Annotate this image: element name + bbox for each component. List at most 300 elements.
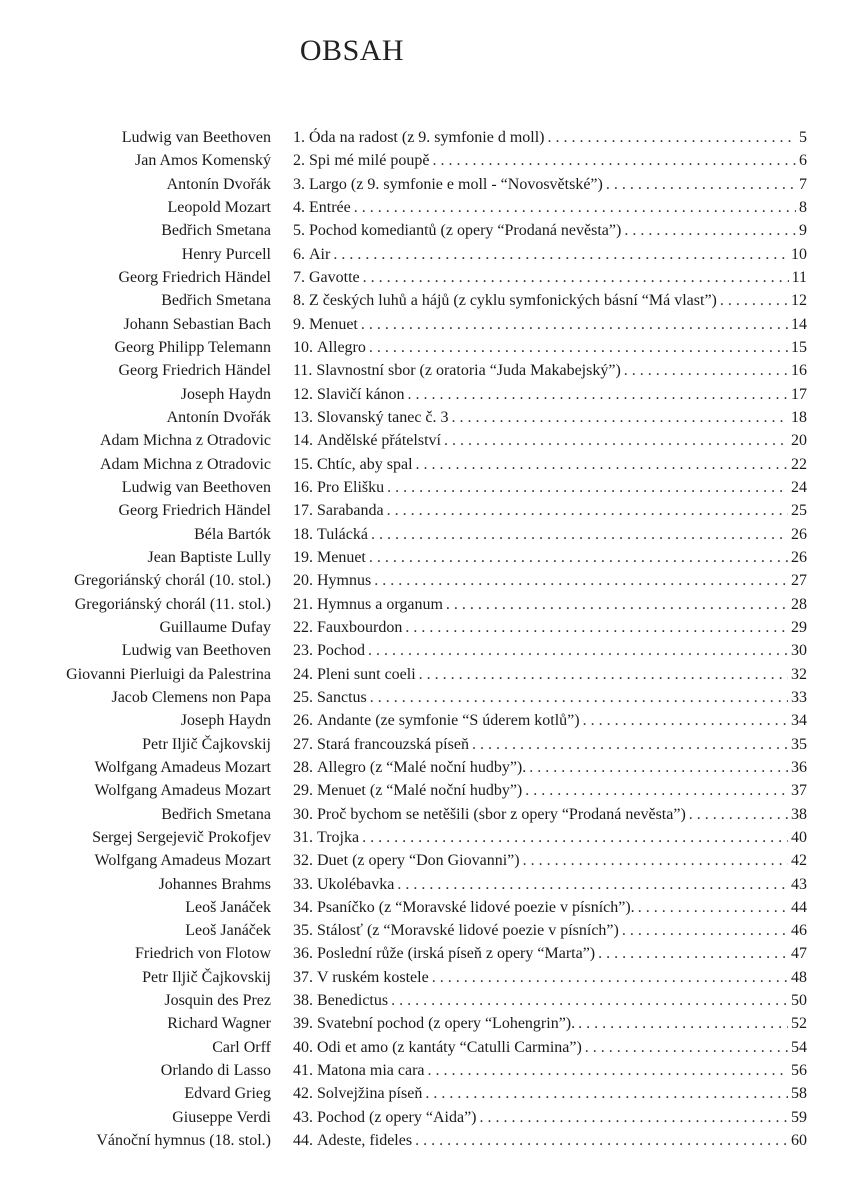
dot-leader	[480, 1106, 789, 1129]
toc-row	[0, 896, 850, 919]
toc-page-number: 48	[791, 968, 807, 986]
toc-entry-title: Psaníčko (z “Moravské lidové poezie v písních”).	[317, 898, 635, 916]
table-of-contents	[0, 126, 850, 1152]
toc-entry	[293, 896, 807, 919]
toc-row	[0, 476, 850, 499]
toc-entry	[293, 919, 807, 942]
dot-leader	[363, 266, 789, 289]
toc-composer: Georg Friedrich Händel	[118, 362, 271, 380]
toc-composer: Edvard Grieg	[184, 1085, 271, 1103]
toc-entry	[293, 149, 807, 172]
toc-page-number: 40	[791, 828, 807, 846]
toc-entry	[293, 173, 807, 196]
toc-entry-number: 1.	[293, 129, 305, 146]
toc-composer: Wolfgang Amadeus Mozart	[94, 758, 271, 776]
toc-page-number: 12	[791, 292, 807, 310]
toc-entry-title: V ruském kostele	[317, 968, 429, 986]
toc-entry-title: Fauxbourdon	[317, 618, 403, 636]
toc-entry	[293, 849, 807, 872]
toc-entry	[293, 569, 807, 592]
toc-entry-number: 9.	[293, 315, 305, 333]
toc-entry-title: Proč bychom se netěšili (sbor z opery “Prodaná nevěsta”)	[317, 805, 686, 823]
toc-composer: Johann Sebastian Bach	[123, 315, 271, 333]
dot-leader	[606, 173, 796, 196]
toc-row	[0, 313, 850, 336]
toc-entry-number: 12.	[293, 385, 313, 403]
toc-page-number: 18	[791, 408, 807, 426]
toc-row	[0, 709, 850, 732]
toc-row	[0, 966, 850, 989]
toc-row	[0, 126, 850, 149]
toc-entry	[293, 989, 807, 1012]
toc-entry-number: 25.	[293, 688, 313, 706]
toc-entry-number: 26.	[293, 712, 313, 730]
toc-entry-number: 37.	[293, 968, 313, 986]
toc-page-number: 38	[791, 805, 807, 823]
dot-leader	[371, 523, 788, 546]
toc-entry	[293, 476, 807, 499]
toc-row	[0, 873, 850, 896]
toc-entry-title: Ukolébavka	[317, 875, 395, 893]
toc-entry-number: 29.	[293, 782, 313, 800]
toc-entry	[293, 942, 807, 965]
toc-entry-title: Óda na radost (z 9. symfonie d moll)	[309, 129, 545, 146]
dot-leader	[578, 1012, 788, 1035]
toc-entry-number: 4.	[293, 198, 305, 216]
toc-row	[0, 616, 850, 639]
toc-entry-title: Pochod (z opery “Aida”)	[317, 1108, 477, 1126]
toc-entry-title: Gavotte	[309, 268, 360, 286]
toc-row	[0, 499, 850, 522]
dot-leader	[624, 219, 796, 242]
toc-row	[0, 336, 850, 359]
toc-entry-title: Solvejžina píseň	[317, 1085, 423, 1103]
toc-composer: Jean Baptiste Lully	[147, 548, 271, 566]
toc-page-number: 8	[799, 198, 807, 216]
toc-entry-title: Slavnostní sbor (z oratoria “Juda Makabejský”)	[316, 362, 621, 380]
dot-leader	[638, 896, 788, 919]
dot-leader	[428, 1059, 789, 1082]
toc-entry	[293, 686, 807, 709]
toc-entry-number: 24.	[293, 665, 313, 683]
dot-leader	[452, 406, 788, 429]
toc-composer: Leopold Mozart	[167, 198, 271, 216]
toc-page-number: 32	[791, 665, 807, 683]
toc-composer: Henry Purcell	[181, 245, 271, 263]
toc-composer: Antonín Dvořák	[166, 175, 271, 193]
toc-entry-number: 19.	[293, 548, 313, 566]
dot-leader	[624, 359, 788, 382]
dot-leader	[529, 756, 788, 779]
toc-entry-number: 22.	[293, 618, 313, 636]
toc-composer: Gregoriánský chorál (10. stol.)	[74, 572, 271, 590]
dot-leader	[598, 942, 788, 965]
dot-leader	[720, 289, 788, 312]
toc-row	[0, 1059, 850, 1082]
toc-row	[0, 453, 850, 476]
toc-composer: Béla Bartók	[194, 525, 271, 543]
toc-entry-title: Pro Elišku	[317, 478, 385, 496]
toc-row	[0, 243, 850, 266]
toc-entry-title: Spi mé milé poupě	[309, 152, 430, 170]
toc-entry-number: 17.	[293, 502, 313, 520]
toc-row	[0, 383, 850, 406]
dot-leader	[444, 429, 788, 452]
toc-page-number: 46	[791, 922, 807, 940]
toc-entry	[293, 873, 807, 896]
dot-leader	[419, 663, 788, 686]
toc-entry-number: 43.	[293, 1108, 313, 1126]
toc-page-number: 29	[791, 618, 807, 636]
toc-page-number: 34	[791, 712, 807, 730]
dot-leader	[391, 989, 788, 1012]
toc-entry-number: 41.	[293, 1062, 313, 1080]
toc-composer: Ludwig van Beethoven	[121, 478, 271, 496]
toc-entry	[293, 593, 807, 616]
toc-entry-title: Benedictus	[317, 992, 389, 1010]
toc-page-number: 58	[791, 1085, 807, 1103]
dot-leader	[689, 803, 788, 826]
toc-entry-number: 11.	[293, 362, 313, 380]
toc-entry-number: 8.	[293, 292, 305, 310]
toc-entry-number: 5.	[293, 222, 305, 240]
toc-entry	[293, 663, 807, 686]
dot-leader	[425, 1082, 788, 1105]
toc-entry-number: 2.	[293, 152, 305, 170]
toc-page-number: 25	[791, 502, 807, 520]
dot-leader	[472, 733, 788, 756]
toc-entry-number: 10.	[293, 338, 313, 356]
toc-row	[0, 849, 850, 872]
toc-entry-title: Allegro	[317, 338, 366, 356]
toc-row	[0, 406, 850, 429]
toc-row	[0, 942, 850, 965]
dot-leader	[387, 499, 788, 522]
toc-entry	[293, 523, 807, 546]
toc-composer: Johannes Brahms	[158, 875, 271, 893]
dot-leader	[370, 686, 788, 709]
toc-row	[0, 919, 850, 942]
toc-entry-title: Andante (ze symfonie “S úderem kotlů”)	[317, 712, 580, 730]
toc-entry-title: Menuet	[317, 548, 366, 566]
toc-composer: Bedřich Smetana	[161, 805, 271, 823]
toc-composer: Giovanni Pierluigi da Palestrina	[66, 665, 271, 683]
dot-leader	[368, 639, 788, 662]
toc-row	[0, 429, 850, 452]
toc-composer: Orlando di Lasso	[160, 1062, 271, 1080]
toc-page-number: 15	[791, 338, 807, 356]
dot-leader	[369, 546, 788, 569]
toc-entry-number: 35.	[293, 922, 313, 940]
toc-entry	[293, 1106, 807, 1129]
toc-composer: Wolfgang Amadeus Mozart	[94, 782, 271, 800]
toc-composer: Giuseppe Verdi	[172, 1108, 271, 1126]
toc-composer: Petr Iljič Čajkovskij	[142, 735, 271, 753]
toc-entry-title: Tulácká	[317, 525, 368, 543]
toc-entry	[293, 733, 807, 756]
toc-entry-title: Andělské přátelství	[317, 432, 441, 450]
toc-composer: Georg Friedrich Händel	[118, 502, 271, 520]
toc-entry-title: Matona mia cara	[317, 1062, 425, 1080]
toc-composer: Friedrich von Flotow	[135, 945, 271, 963]
toc-entry-number: 44.	[293, 1132, 313, 1150]
toc-page-number: 33	[791, 688, 807, 706]
toc-page-number: 54	[791, 1038, 807, 1056]
toc-entry	[293, 616, 807, 639]
toc-entry-title: Hymnus	[317, 572, 372, 590]
toc-entry	[293, 1082, 807, 1105]
dot-leader	[548, 126, 797, 149]
toc-row	[0, 733, 850, 756]
toc-entry	[293, 1129, 807, 1152]
toc-row	[0, 219, 850, 242]
dot-leader	[432, 966, 788, 989]
toc-entry-number: 3.	[293, 175, 305, 193]
toc-entry	[293, 709, 807, 732]
toc-row	[0, 779, 850, 802]
toc-entry-number: 30.	[293, 805, 313, 823]
toc-entry-title: Sanctus	[317, 688, 367, 706]
toc-entry-number: 40.	[293, 1038, 313, 1056]
toc-composer: Petr Iljič Čajkovskij	[142, 968, 271, 986]
toc-entry-title: Pochod komediantů (z opery “Prodaná nevěsta”)	[309, 222, 622, 240]
toc-row	[0, 803, 850, 826]
toc-composer: Leoš Janáček	[185, 898, 271, 916]
toc-entry	[293, 779, 807, 802]
toc-row	[0, 686, 850, 709]
dot-leader	[525, 779, 788, 802]
toc-page-number: 56	[791, 1062, 807, 1080]
toc-entry-number: 33.	[293, 875, 313, 893]
dot-leader	[405, 616, 788, 639]
dot-leader	[354, 196, 796, 219]
toc-entry-number: 16.	[293, 478, 313, 496]
toc-row	[0, 196, 850, 219]
toc-page-number: 30	[791, 642, 807, 660]
toc-page-number: 16	[791, 362, 807, 380]
toc-page-number: 35	[791, 735, 807, 753]
dot-leader	[523, 849, 788, 872]
toc-page-number: 42	[791, 852, 807, 870]
toc-entry-title: Slovanský tanec č. 3	[317, 408, 449, 426]
toc-page-number: 24	[791, 478, 807, 496]
toc-row	[0, 756, 850, 779]
toc-entry-number: 15.	[293, 455, 313, 473]
toc-page-number: 37	[791, 782, 807, 800]
toc-row	[0, 1036, 850, 1059]
dot-leader	[432, 149, 796, 172]
toc-composer: Georg Philipp Telemann	[114, 338, 271, 356]
dot-leader	[416, 453, 788, 476]
toc-entry	[293, 803, 807, 826]
toc-entry	[293, 266, 807, 289]
toc-composer: Adam Michna z Otradovic	[99, 455, 271, 473]
toc-composer: Joseph Haydn	[180, 385, 271, 403]
dot-leader	[408, 383, 788, 406]
toc-entry	[293, 219, 807, 242]
toc-row	[0, 989, 850, 1012]
toc-composer: Joseph Haydn	[180, 712, 271, 730]
toc-entry-title: Menuet (z “Malé noční hudby”)	[317, 782, 523, 800]
toc-entry-title: Chtíc, aby spal	[317, 455, 413, 473]
toc-entry	[293, 546, 807, 569]
toc-entry	[293, 359, 807, 382]
toc-row	[0, 149, 850, 172]
toc-composer: Josquin des Prez	[164, 992, 271, 1010]
toc-entry	[293, 756, 807, 779]
toc-page-number: 52	[791, 1015, 807, 1033]
toc-entry-title: Trojka	[317, 828, 360, 846]
toc-entry-title: Stálosť (z “Moravské lidové poezie v písních”)	[317, 922, 619, 940]
toc-entry	[293, 1012, 807, 1035]
toc-composer: Sergej Sergejevič Prokofjev	[92, 828, 271, 846]
dot-leader	[374, 569, 788, 592]
toc-composer: Bedřich Smetana	[161, 292, 271, 310]
toc-row	[0, 173, 850, 196]
toc-page-number: 9	[799, 222, 807, 240]
dot-leader	[361, 313, 788, 336]
toc-entry-number: 6.	[293, 245, 305, 263]
toc-entry	[293, 196, 807, 219]
toc-page-number: 47	[791, 945, 807, 963]
dot-leader	[362, 826, 788, 849]
toc-entry	[293, 406, 807, 429]
toc-composer: Ludwig van Beethoven	[121, 129, 271, 146]
toc-page-number: 20	[791, 432, 807, 450]
toc-composer: Ludwig van Beethoven	[121, 642, 271, 660]
toc-entry-number: 23.	[293, 642, 313, 660]
toc-entry	[293, 499, 807, 522]
toc-row	[0, 289, 850, 312]
toc-page-number: 5	[799, 129, 807, 146]
toc-page-number: 43	[791, 875, 807, 893]
toc-entry-title: Pochod	[317, 642, 365, 660]
toc-row	[0, 1129, 850, 1152]
toc-page-number: 11	[791, 268, 807, 286]
toc-entry-title: Hymnus a organum	[317, 595, 443, 613]
toc-entry	[293, 243, 807, 266]
dot-leader	[585, 1036, 788, 1059]
toc-entry	[293, 289, 807, 312]
toc-entry	[293, 826, 807, 849]
toc-entry-number: 34.	[293, 898, 313, 916]
toc-entry-title: Stará francouzská píseň	[317, 735, 469, 753]
toc-entry-number: 28.	[293, 758, 313, 776]
toc-entry	[293, 313, 807, 336]
toc-entry-number: 7.	[293, 268, 305, 286]
toc-page-number: 28	[791, 595, 807, 613]
toc-composer: Georg Friedrich Händel	[118, 268, 271, 286]
toc-entry-title: Air	[309, 245, 331, 263]
toc-entry-number: 20.	[293, 572, 313, 590]
toc-composer: Bedřich Smetana	[161, 222, 271, 240]
toc-entry-title: Menuet	[309, 315, 358, 333]
toc-page-number: 7	[799, 175, 807, 193]
toc-page-number: 26	[791, 548, 807, 566]
dot-leader	[333, 243, 788, 266]
toc-entry-number: 38.	[293, 992, 313, 1010]
dot-leader	[583, 709, 788, 732]
toc-page-number: 59	[791, 1108, 807, 1126]
toc-entry	[293, 639, 807, 662]
toc-entry-title: Adeste, fideles	[317, 1132, 413, 1150]
toc-entry-title: Largo (z 9. symfonie e moll - “Novosvětské”)	[309, 175, 603, 193]
toc-composer: Carl Orff	[212, 1038, 271, 1056]
toc-entry-number: 21.	[293, 595, 313, 613]
toc-composer: Richard Wagner	[167, 1015, 271, 1033]
toc-row	[0, 826, 850, 849]
toc-entry-title: Pleni sunt coeli	[317, 665, 416, 683]
toc-page-number: 36	[791, 758, 807, 776]
toc-composer: Jan Amos Komenský	[135, 152, 271, 170]
toc-entry-title: Duet (z opery “Don Giovanni”)	[317, 852, 520, 870]
toc-page-number: 26	[791, 525, 807, 543]
toc-page-number: 60	[791, 1132, 807, 1150]
toc-composer: Guillaume Dufay	[159, 618, 271, 636]
toc-row	[0, 639, 850, 662]
toc-entry-number: 31.	[293, 828, 313, 846]
toc-composer: Leoš Janáček	[185, 922, 271, 940]
toc-entry	[293, 336, 807, 359]
toc-page-number: 50	[791, 992, 807, 1010]
toc-page-number: 27	[791, 572, 807, 590]
toc-composer: Wolfgang Amadeus Mozart	[94, 852, 271, 870]
toc-row	[0, 1106, 850, 1129]
toc-entry-number: 13.	[293, 408, 313, 426]
toc-entry-title: Svatební pochod (z opery “Lohengrin”).	[317, 1015, 576, 1033]
toc-entry	[293, 126, 807, 149]
toc-composer: Antonín Dvořák	[166, 408, 271, 426]
toc-row	[0, 523, 850, 546]
toc-entry-title: Entrée	[309, 198, 351, 216]
toc-composer: Gregoriánský chorál (11. stol.)	[74, 595, 271, 613]
toc-entry-title: Slavičí kánon	[317, 385, 405, 403]
toc-composer: Adam Michna z Otradovic	[99, 432, 271, 450]
toc-entry-number: 42.	[293, 1085, 313, 1103]
toc-entry-number: 14.	[293, 432, 313, 450]
toc-page-number: 22	[791, 455, 807, 473]
toc-row	[0, 663, 850, 686]
dot-leader	[397, 873, 788, 896]
toc-row	[0, 593, 850, 616]
toc-row	[0, 1012, 850, 1035]
toc-entry-title: Odi et amo (z kantáty “Catulli Carmina”)	[317, 1038, 582, 1056]
toc-entry-number: 27.	[293, 735, 313, 753]
toc-entry-number: 18.	[293, 525, 313, 543]
dot-leader	[369, 336, 788, 359]
toc-entry-number: 32.	[293, 852, 313, 870]
toc-row	[0, 546, 850, 569]
page-title: OBSAH	[299, 34, 405, 67]
toc-composer: Jacob Clemens non Papa	[111, 688, 271, 706]
toc-entry	[293, 966, 807, 989]
toc-row	[0, 569, 850, 592]
toc-composer: Vánoční hymnus (18. stol.)	[96, 1132, 271, 1150]
toc-page-number: 14	[791, 315, 807, 333]
toc-row	[0, 266, 850, 289]
toc-entry-number: 39.	[293, 1015, 313, 1033]
toc-page-number: 44	[791, 898, 807, 916]
dot-leader	[387, 476, 788, 499]
dot-leader	[446, 593, 788, 616]
toc-row	[0, 359, 850, 382]
toc-entry	[293, 383, 807, 406]
toc-entry	[293, 429, 807, 452]
toc-entry	[293, 453, 807, 476]
toc-page-number: 17	[791, 385, 807, 403]
toc-entry-title: Allegro (z “Malé noční hudby”).	[317, 758, 527, 776]
dot-leader	[622, 919, 788, 942]
